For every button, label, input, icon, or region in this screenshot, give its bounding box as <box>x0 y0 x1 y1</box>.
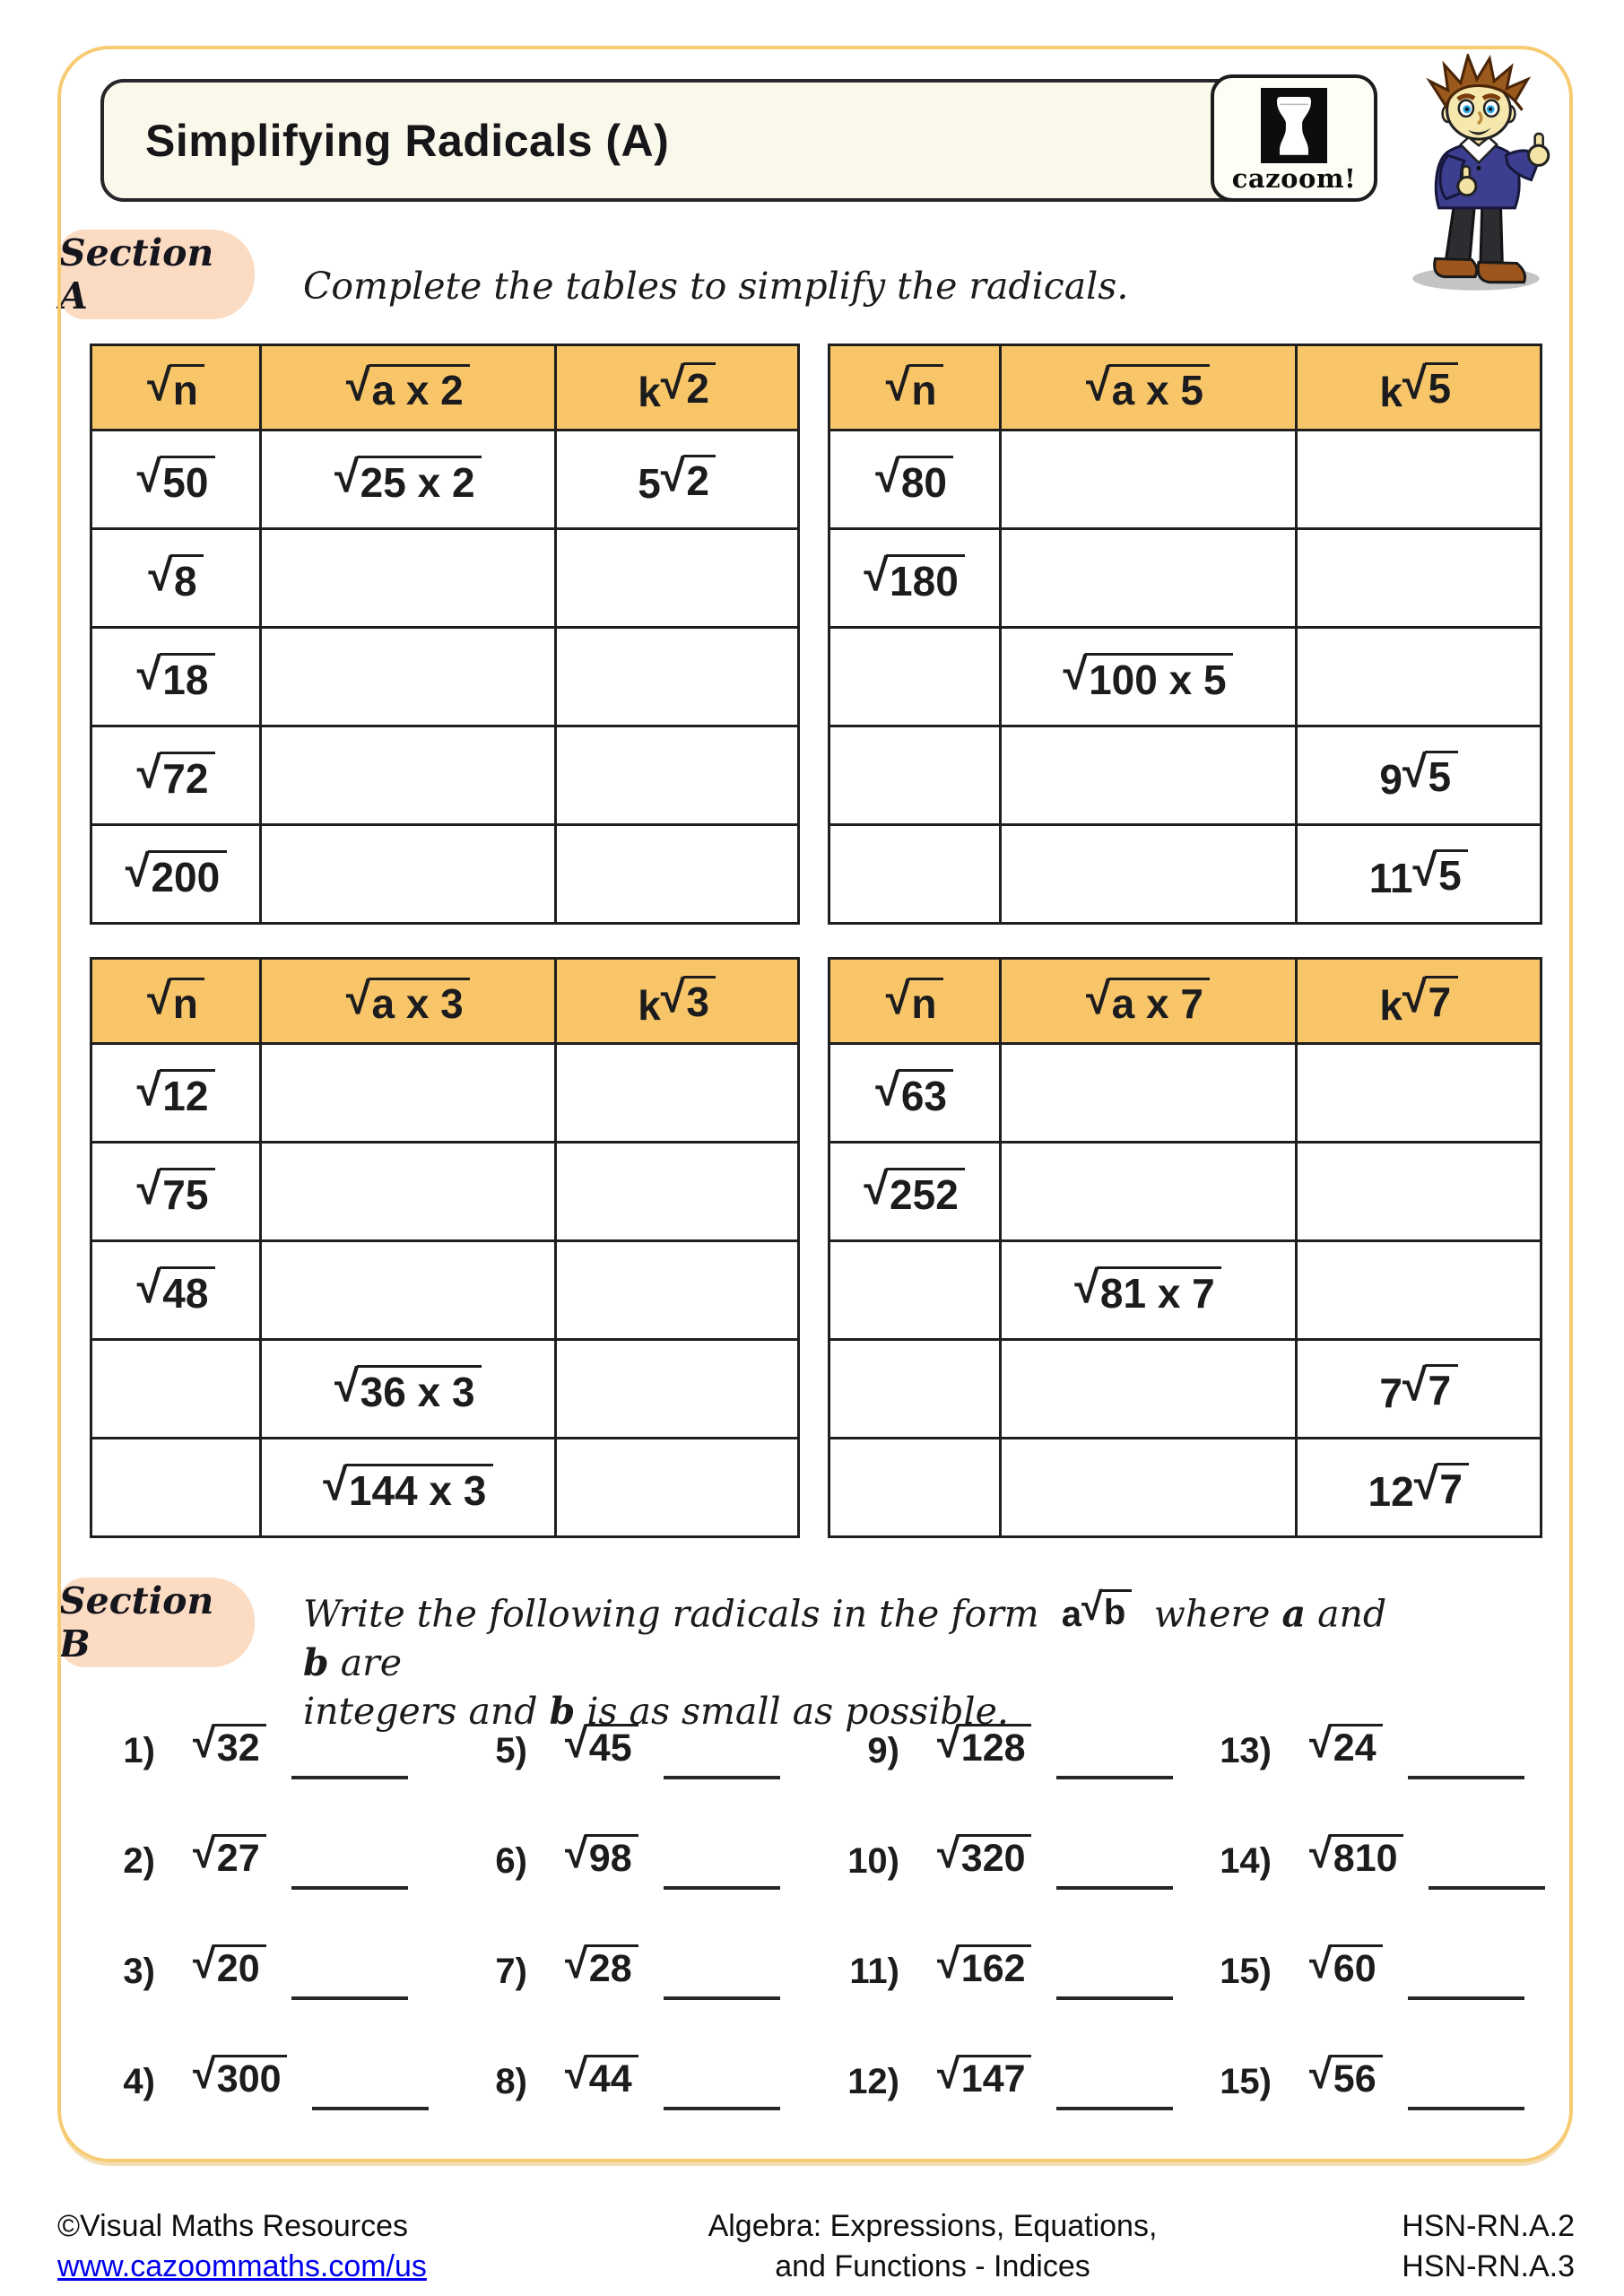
answer-blank[interactable] <box>664 1776 780 1779</box>
table-cell <box>262 1439 556 1538</box>
radical-expression: √ 18 <box>137 653 215 700</box>
topic-line2: and Functions - Indices <box>775 2248 1090 2283</box>
answer-blank[interactable] <box>1056 2107 1173 2110</box>
table-header-cell <box>1298 960 1542 1045</box>
table-cell-empty[interactable] <box>830 1439 1002 1538</box>
problem-number: 6) <box>495 1841 527 1881</box>
standard-code-2: HSN-RN.A.3 <box>1402 2248 1575 2283</box>
table-cell-empty[interactable] <box>830 1242 1002 1341</box>
topic-line1: Algebra: Expressions, Equations, <box>708 2209 1158 2243</box>
problem-number: 13) <box>1220 1731 1272 1770</box>
table-cell-empty[interactable] <box>262 826 556 925</box>
radical-table-2 <box>90 344 800 925</box>
problem-item <box>1211 1718 1572 1834</box>
radical-expression: √ a x 5 <box>1086 364 1210 411</box>
problem-item <box>94 2049 466 2165</box>
footer-center <box>560 2206 1306 2287</box>
table-cell-empty[interactable] <box>1002 1341 1298 1439</box>
table-header-cell <box>1298 346 1542 431</box>
table-cell-empty[interactable] <box>1002 1045 1298 1144</box>
table-cell-empty[interactable] <box>557 629 800 727</box>
table-cell-empty[interactable] <box>262 629 556 727</box>
answer-blank[interactable] <box>291 1996 408 2000</box>
problem-number: 3) <box>123 1952 155 1991</box>
table-cell-empty[interactable] <box>830 826 1002 925</box>
table-cell-empty[interactable] <box>557 530 800 629</box>
problem-number: 15) <box>1220 1952 1272 1991</box>
table-cell <box>830 530 1002 629</box>
problem-number: 2) <box>123 1841 155 1881</box>
table-cell-empty[interactable] <box>1002 1439 1298 1538</box>
table-cell-empty[interactable] <box>1298 530 1542 629</box>
radical-expression: √ n <box>147 364 204 411</box>
section-b-problems <box>94 1718 1572 2165</box>
table-cell-empty[interactable] <box>830 629 1002 727</box>
problem-item <box>466 2049 838 2165</box>
radical-expression: √ n <box>886 978 943 1024</box>
footer <box>57 2206 1575 2287</box>
table-cell-empty[interactable] <box>1298 1242 1542 1341</box>
radical-expression: √ 25 x 2 <box>334 456 482 502</box>
table-header-cell <box>92 346 262 431</box>
cazoom-logo <box>1211 74 1377 202</box>
radical-expression: √ 200 <box>126 850 227 897</box>
problem-number: 4) <box>123 2062 155 2101</box>
footer-standards <box>1306 2206 1575 2287</box>
radical-expression: 12 √ 7 <box>1368 1463 1470 1513</box>
table-header-cell <box>92 960 262 1045</box>
problem-item <box>94 1939 466 2055</box>
table-cell-empty[interactable] <box>557 1341 800 1439</box>
table-cell-empty[interactable] <box>557 826 800 925</box>
section-b-instruction: Write the following radicals in the form a √ b where a and b are integers and b is as small as possible. <box>303 1585 1387 1734</box>
problem-number: 12) <box>847 2062 899 2101</box>
radical-expression: √ 20 <box>193 1944 266 1988</box>
table-cell <box>830 431 1002 530</box>
radical-expression: √ 81 x 7 <box>1074 1266 1221 1313</box>
radical-expression: √ 810 <box>1309 1834 1403 1878</box>
answer-blank[interactable] <box>664 1996 780 2000</box>
table-cell-empty[interactable] <box>92 1341 262 1439</box>
radical-expression: √ 147 <box>937 2055 1031 2099</box>
table-cell-empty[interactable] <box>1298 1045 1542 1144</box>
radical-expression: 7 √ 7 <box>1379 1364 1457 1414</box>
table-cell <box>1002 629 1298 727</box>
table-cell-empty[interactable] <box>262 530 556 629</box>
table-cell-empty[interactable] <box>92 1439 262 1538</box>
answer-blank[interactable] <box>1408 1996 1524 2000</box>
problem-item <box>466 1939 838 2055</box>
table-cell-empty[interactable] <box>830 727 1002 826</box>
table-cell-empty[interactable] <box>262 727 556 826</box>
table-cell-empty[interactable] <box>1298 1144 1542 1242</box>
radical-expression: √ 12 <box>137 1069 215 1116</box>
radical-table-3 <box>90 957 800 1538</box>
table-cell-empty[interactable] <box>1002 727 1298 826</box>
answer-blank[interactable] <box>291 1886 408 1890</box>
answer-blank[interactable] <box>291 1776 408 1779</box>
table-cell <box>262 1341 556 1439</box>
table-cell-empty[interactable] <box>1002 826 1298 925</box>
section-b-label-text: Section B <box>59 1579 214 1665</box>
radical-expression: √ 24 <box>1309 1724 1383 1768</box>
table-cell-empty[interactable] <box>1298 629 1542 727</box>
table-cell <box>92 1242 262 1341</box>
problem-item <box>1211 1939 1572 2055</box>
problem-item <box>838 1939 1211 2055</box>
radical-expression: √ 80 <box>875 456 953 502</box>
table-cell <box>92 431 262 530</box>
table-cell-empty[interactable] <box>1002 530 1298 629</box>
problem-number: 10) <box>847 1841 899 1881</box>
radical-expression: 11 √ 5 <box>1369 849 1468 900</box>
problem-number: 14) <box>1220 1841 1272 1881</box>
table-header-cell <box>262 346 556 431</box>
table-cell <box>1002 1242 1298 1341</box>
radical-table-5 <box>828 344 1542 925</box>
table-header-cell <box>1002 346 1298 431</box>
worksheet-title-box <box>100 79 1331 202</box>
table-header-cell <box>557 346 800 431</box>
radical-expression: √ 100 x 5 <box>1063 653 1232 700</box>
radical-expression: √ 44 <box>565 2055 638 2099</box>
problem-item <box>94 1829 466 1944</box>
table-cell-empty[interactable] <box>1298 431 1542 530</box>
table-cell <box>1298 1439 1542 1538</box>
cazoom-logo-text: cazoom! <box>1231 163 1357 194</box>
table-cell-empty[interactable] <box>1002 431 1298 530</box>
problem-number: 5) <box>495 1731 527 1770</box>
radical-expression: √ 50 <box>137 456 215 502</box>
table-cell <box>262 431 556 530</box>
radical-expression: a √ b <box>1062 1589 1132 1632</box>
problem-number: 1) <box>123 1731 155 1770</box>
radical-expression: √ 32 <box>193 1724 266 1768</box>
answer-blank[interactable] <box>1056 1776 1173 1779</box>
answer-blank[interactable] <box>664 2107 780 2110</box>
radical-expression: √ 63 <box>875 1069 953 1116</box>
problem-item <box>838 1718 1211 1834</box>
radical-expression: √ 180 <box>864 554 965 601</box>
problem-item <box>1211 2049 1572 2165</box>
radical-expression: √ 252 <box>864 1168 965 1214</box>
problem-item <box>466 1718 838 1834</box>
table-cell-empty[interactable] <box>557 1045 800 1144</box>
table-cell-empty[interactable] <box>262 1045 556 1144</box>
table-cell <box>92 1144 262 1242</box>
radical-expression: √ 27 <box>193 1834 266 1878</box>
radical-expression: √ 28 <box>565 1944 638 1988</box>
radical-expression: √ a x 3 <box>346 978 470 1024</box>
problem-item <box>838 2049 1211 2165</box>
radical-expression: √ 75 <box>137 1168 215 1214</box>
radical-expression: √ 36 x 3 <box>334 1365 482 1412</box>
table-cell-empty[interactable] <box>1002 1144 1298 1242</box>
problem-number: 8) <box>495 2062 527 2101</box>
table-cell <box>1298 1341 1542 1439</box>
problem-item <box>1211 1829 1572 1944</box>
radical-table-7 <box>828 957 1542 1538</box>
radical-expression: √ 320 <box>937 1834 1031 1878</box>
table-cell <box>92 530 262 629</box>
problem-number: 15) <box>1220 2062 1272 2101</box>
table-cell-empty[interactable] <box>557 1242 800 1341</box>
table-header-cell <box>557 960 800 1045</box>
radical-expression: k √ 7 <box>1379 976 1457 1026</box>
problem-number: 9) <box>867 1731 899 1770</box>
answer-blank[interactable] <box>312 2107 429 2110</box>
table-cell <box>557 431 800 530</box>
problem-item <box>94 1718 466 1834</box>
radical-expression: k √ 5 <box>1379 362 1457 413</box>
table-cell-empty[interactable] <box>557 727 800 826</box>
table-cell <box>1298 727 1542 826</box>
copyright-text: ©Visual Maths Resources <box>57 2209 409 2243</box>
radical-expression: √ n <box>886 364 943 411</box>
radical-expression: √ 48 <box>137 1266 215 1313</box>
table-cell-empty[interactable] <box>557 1144 800 1242</box>
radical-expression: √ 300 <box>193 2055 287 2099</box>
table-cell-empty[interactable] <box>830 1341 1002 1439</box>
radical-expression: √ 8 <box>148 554 204 601</box>
section-a-label-text: Section A <box>59 231 214 317</box>
cazoom-drum-icon <box>1261 88 1327 163</box>
problem-item <box>466 1829 838 1944</box>
problem-number: 7) <box>495 1952 527 1991</box>
table-cell-empty[interactable] <box>262 1144 556 1242</box>
answer-blank[interactable] <box>1408 2107 1524 2110</box>
radical-expression: √ 128 <box>937 1724 1031 1768</box>
table-header-cell <box>262 960 556 1045</box>
table-header-cell <box>830 960 1002 1045</box>
form-a-sqrt-b <box>1051 1585 1142 1635</box>
answer-blank[interactable] <box>1056 1996 1173 2000</box>
problem-item <box>838 1829 1211 1944</box>
radical-expression: √ 98 <box>565 1834 638 1878</box>
table-cell <box>92 727 262 826</box>
answer-blank[interactable] <box>664 1886 780 1890</box>
section-b-label <box>59 1578 255 1667</box>
section-a-label <box>59 230 255 319</box>
radical-expression: 5 √ 2 <box>638 455 716 505</box>
problem-number: 11) <box>849 1952 899 1991</box>
answer-blank[interactable] <box>1408 1776 1524 1779</box>
page-title: Simplifying Radicals (A) <box>145 115 670 166</box>
table-cell <box>830 1144 1002 1242</box>
radical-expression: √ a x 2 <box>346 364 470 411</box>
table-cell <box>830 1045 1002 1144</box>
radical-expression: √ 56 <box>1309 2055 1383 2099</box>
answer-blank[interactable] <box>1056 1886 1173 1890</box>
radical-expression: √ 45 <box>565 1724 638 1768</box>
website-link[interactable]: www.cazoommaths.com/us <box>57 2248 427 2283</box>
table-header-cell <box>1002 960 1298 1045</box>
standard-code-1: HSN-RN.A.2 <box>1402 2209 1575 2243</box>
footer-left <box>57 2206 560 2287</box>
radical-expression: √ n <box>147 978 204 1024</box>
radical-expression: √ 72 <box>137 752 215 798</box>
mascot-boy-illustration <box>1388 54 1569 294</box>
radical-expression: 9 √ 5 <box>1379 751 1457 801</box>
answer-blank[interactable] <box>1429 1886 1545 1890</box>
table-cell-empty[interactable] <box>262 1242 556 1341</box>
table-cell <box>1298 826 1542 925</box>
radical-expression: k √ 2 <box>638 362 716 413</box>
section-a-instruction: Complete the tables to simplify the radicals. <box>303 265 1129 308</box>
table-cell <box>92 1045 262 1144</box>
table-cell <box>92 629 262 727</box>
table-header-cell <box>830 346 1002 431</box>
radical-expression: √ 60 <box>1309 1944 1383 1988</box>
radical-expression: √ 162 <box>937 1944 1031 1988</box>
table-cell <box>92 826 262 925</box>
radical-expression: √ 144 x 3 <box>323 1464 492 1510</box>
radical-expression: k √ 3 <box>638 976 716 1026</box>
radical-expression: √ a x 7 <box>1086 978 1210 1024</box>
table-cell-empty[interactable] <box>557 1439 800 1538</box>
